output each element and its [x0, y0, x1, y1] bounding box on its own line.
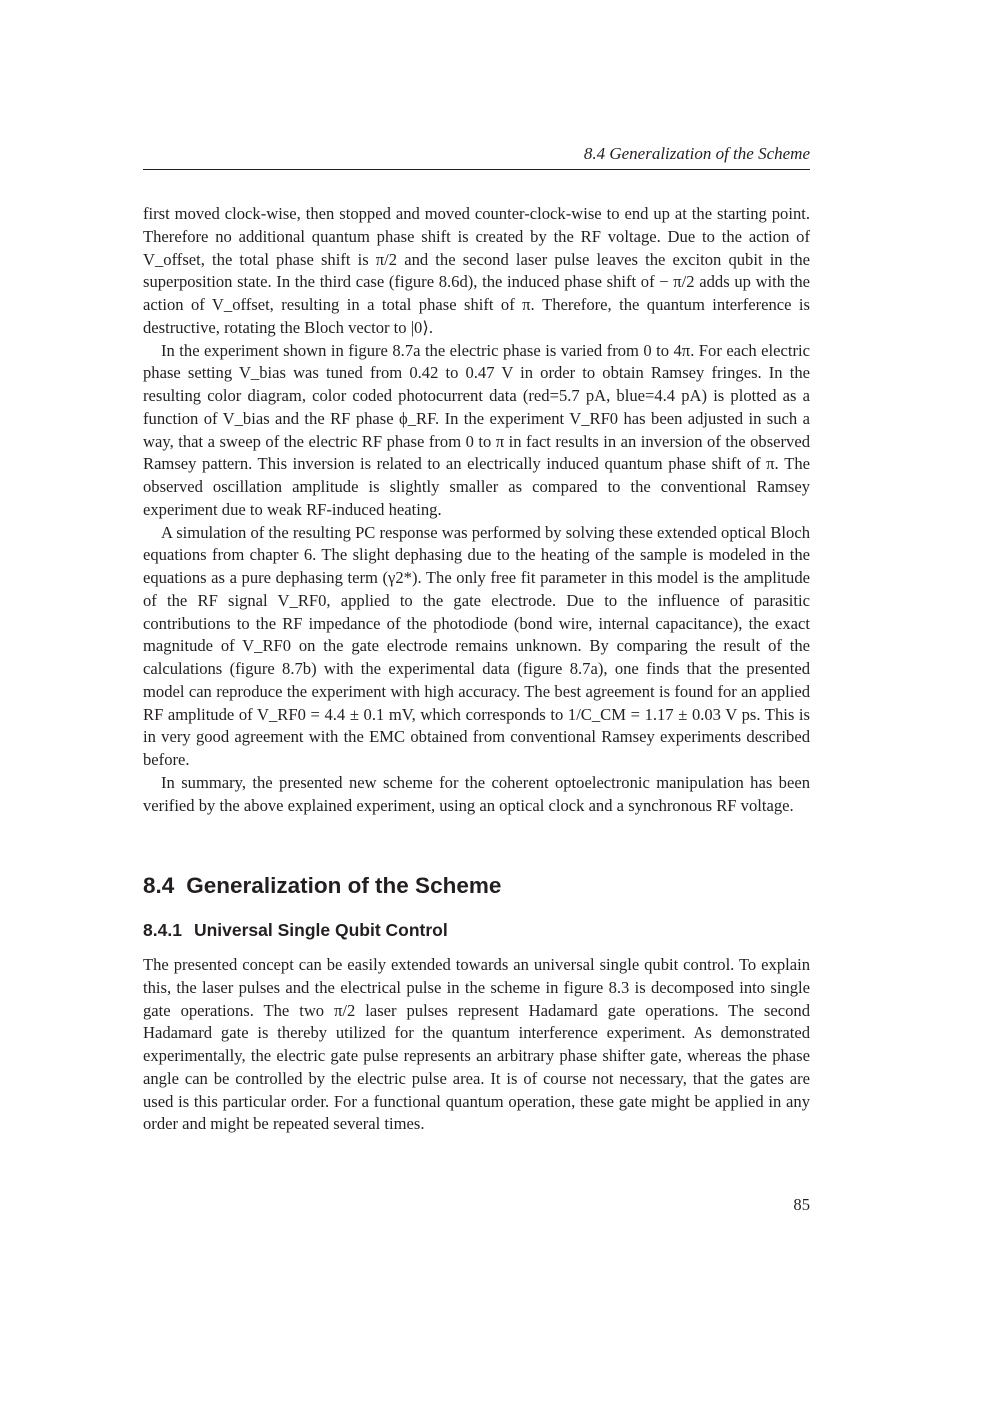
subsection-body — [143, 954, 810, 1136]
paragraph-1: first moved clock-wise, then stopped and moved counter-clock-wise to end up at the starting point. Therefore no additional quantum phase shift is created by the RF voltage. Due to the action of V_offset, the total phase shift is π/2 and the second laser pulse leaves the exciton qubit in the superposition state. In the third case (figure 8.6d), the induced phase shift of − π/2 adds up with the action of V_offset, resulting in a total phase shift of π. Therefore, the quantum interference is destructive, rotating the Bloch vector to |0⟩. — [143, 204, 810, 337]
subsection-heading — [143, 917, 448, 943]
section-number: 8.4 — [143, 873, 175, 898]
paragraph-3: A simulation of the resulting PC response was performed by solving these extended optical Bloch equations from chapter 6. The slight dephasing due to the heating of the sample is modeled in the equations as a pure dephasing term (γ2*). The only free fit parameter in this model is the amplitude of the RF signal V_RF0, applied to the gate electrode. Due to the influence of parasitic contributions to the RF impedance of the photodiode (bond wire, internal capacitance), the exact magnitude of V_RF0 on the gate electrode remains unknown. By comparing the result of the calculations (figure 8.7b) with the experimental data (figure 8.7a), one finds that the presented model can reproduce the experiment with high accuracy. The best agreement is found for an applied RF amplitude of V_RF0 = 4.4 ± 0.1 mV, which corresponds to 1/C_CM = 1.17 ± 0.03 V ps. This is in very good agreement with the EMC obtained from conventional Ramsey experiments described before. — [143, 522, 810, 769]
subsection-paragraph: The presented concept can be easily extended towards an universal single qubit control. To explain this, the laser pulses and the electrical pulse in the scheme in figure 8.3 is decomposed into single gate operations. The two π/2 laser pulses represent Hadamard gate operations. The second Hadamard gate is thereby utilized for the quantum interference experiment. As demonstrated experimentally, the electric gate pulse represents an arbitrary phase shifter gate, whereas the phase angle can be controlled by the electric pulse area. It is of course not necessary, that the gates are used is this particular order. For a functional quantum operation, these gate might be applied in any order and might be repeated several times. — [143, 955, 810, 1134]
running-header — [143, 142, 810, 170]
paragraph-2: In the experiment shown in figure 8.7a the electric phase is varied from 0 to 4π. For each electric phase setting V_bias was tuned from 0.42 to 0.47 V in order to obtain Ramsey fringes. In the resulting color diagram, color coded photocurrent data (red=5.7 pA, blue=4.4 pA) is plotted as a function of V_bias and the RF phase ϕ_RF. In the experiment V_RF0 has been adjusted in such a way, that a sweep of the electric RF phase from 0 to π in fact results in an inversion of the observed Ramsey pattern. This inversion is related to an electrically induced quantum phase shift of π. The observed oscillation amplitude is slightly smaller as compared to the conventional Ramsey experiment due to weak RF-induced heating. — [143, 340, 810, 519]
section-heading — [143, 871, 501, 901]
subsection-title: Universal Single Qubit Control — [193, 920, 448, 940]
page-number: 85 — [793, 1195, 810, 1214]
subsection-number: 8.4.1 — [143, 920, 182, 940]
section-title: Generalization of the Scheme — [186, 873, 502, 898]
main-body — [143, 203, 810, 817]
paragraph-4: In summary, the presented new scheme for the coherent optoelectronic manipulation has been verified by the above explained experiment, using an optical clock and a synchronous RF voltage. — [143, 772, 810, 815]
running-title: 8.4 Generalization of the Scheme — [583, 144, 810, 163]
